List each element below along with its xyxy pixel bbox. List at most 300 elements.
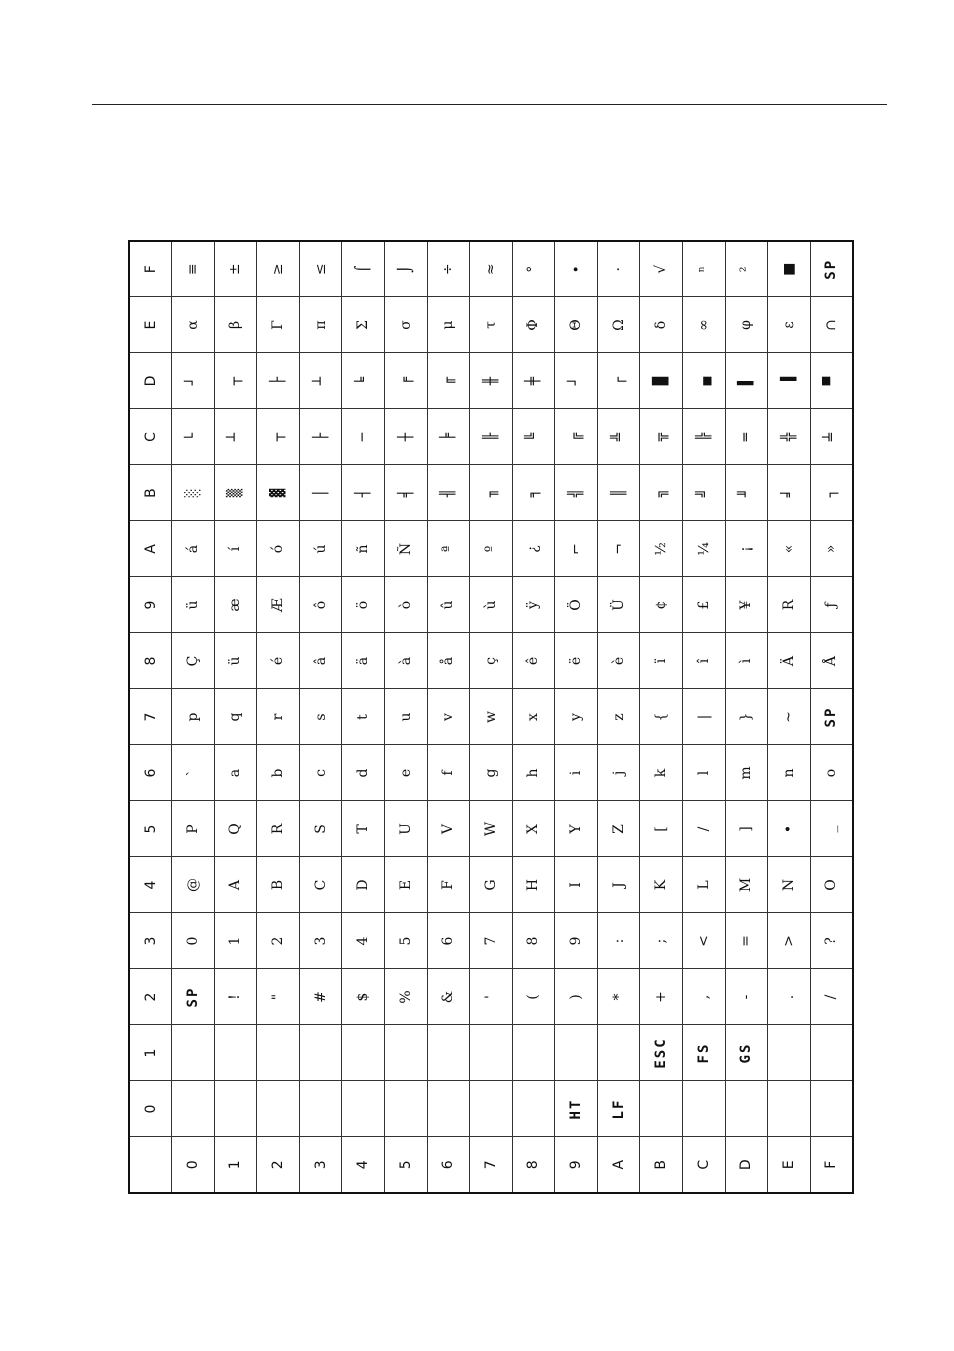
char-cell: ¢: [640, 577, 683, 633]
char-cell: ╦: [640, 409, 683, 465]
char-cell: ≤: [299, 241, 342, 297]
char-cell: /: [683, 801, 726, 857]
char-cell: ╚: [512, 409, 555, 465]
char-cell: &: [427, 969, 470, 1025]
char-cell: w: [470, 689, 513, 745]
char-cell: l: [683, 745, 726, 801]
char-cell: ╕: [512, 465, 555, 521]
char-cell: e: [384, 745, 427, 801]
row-header: 6: [427, 1137, 470, 1193]
char-cell: P: [172, 801, 215, 857]
char-cell: ò: [384, 577, 427, 633]
char-cell: [257, 1081, 300, 1137]
char-cell: ╞: [427, 409, 470, 465]
char-cell: •: [768, 801, 811, 857]
char-cell: Φ: [512, 297, 555, 353]
char-cell: X: [512, 801, 555, 857]
char-cell: █: [640, 353, 683, 409]
char-cell: ÷: [427, 241, 470, 297]
char-cell: ┌: [597, 353, 640, 409]
row-header: B: [640, 1137, 683, 1193]
char-cell: t: [342, 689, 385, 745]
char-cell: ┘: [555, 353, 598, 409]
char-cell: Ω: [597, 297, 640, 353]
column-header: 1: [129, 1025, 172, 1081]
char-cell: [768, 1081, 811, 1137]
char-cell: 3: [299, 913, 342, 969]
char-cell: 8: [512, 913, 555, 969]
char-cell: |: [683, 689, 726, 745]
char-cell: ░: [172, 465, 215, 521]
char-cell: !: [214, 969, 257, 1025]
char-cell: Ü: [597, 577, 640, 633]
char-cell: ó: [257, 521, 300, 577]
char-cell: SP: [810, 689, 853, 745]
char-cell: Q: [214, 801, 257, 857]
char-cell: [172, 1025, 215, 1081]
char-cell: è: [597, 633, 640, 689]
char-cell: I: [555, 857, 598, 913]
char-cell: ■: [768, 241, 811, 297]
column-header: 2: [129, 969, 172, 1025]
char-cell: N: [768, 857, 811, 913]
char-cell: GS: [725, 1025, 768, 1081]
char-cell: å: [427, 633, 470, 689]
char-cell: m: [725, 745, 768, 801]
char-cell: ─: [342, 409, 385, 465]
char-cell: ╢: [427, 465, 470, 521]
char-cell: ç: [470, 633, 513, 689]
char-cell: f: [427, 745, 470, 801]
char-cell: [384, 1025, 427, 1081]
char-cell: n: [768, 745, 811, 801]
char-cell: [470, 1025, 513, 1081]
char-cell: ▄: [683, 353, 726, 409]
char-cell: c: [299, 745, 342, 801]
char-cell: V: [427, 801, 470, 857]
char-cell: .: [768, 969, 811, 1025]
char-cell: ): [555, 969, 598, 1025]
char-cell: ┼: [384, 409, 427, 465]
char-cell: º: [470, 521, 513, 577]
column-header: A: [129, 521, 172, 577]
char-cell: [512, 1025, 555, 1081]
column-header: 4: [129, 857, 172, 913]
char-cell: ╩: [597, 409, 640, 465]
char-cell: ½: [640, 521, 683, 577]
char-cell: =: [725, 913, 768, 969]
char-cell: [427, 1025, 470, 1081]
char-cell: 7: [470, 913, 513, 969]
char-cell: [384, 1081, 427, 1137]
char-cell: F: [427, 857, 470, 913]
char-cell: ⌐: [555, 521, 598, 577]
char-cell: à: [384, 633, 427, 689]
char-cell: ╗: [640, 465, 683, 521]
char-cell: ε: [768, 297, 811, 353]
char-cell: [172, 1081, 215, 1137]
char-cell: R: [768, 577, 811, 633]
char-cell: ╘: [342, 353, 385, 409]
char-cell: Ö: [555, 577, 598, 633]
character-code-table-wrapper: [128, 242, 852, 1194]
row-header: 0: [172, 1137, 215, 1193]
char-cell: ╛: [768, 465, 811, 521]
char-cell: }: [725, 689, 768, 745]
char-cell: ┘: [172, 353, 215, 409]
row-header: 2: [257, 1137, 300, 1193]
char-cell: ¼: [683, 521, 726, 577]
char-cell: ╟: [470, 409, 513, 465]
row-header: C: [683, 1137, 726, 1193]
column-header: 5: [129, 801, 172, 857]
char-cell: Σ: [342, 297, 385, 353]
char-cell: ": [257, 969, 300, 1025]
char-cell: [597, 1025, 640, 1081]
char-cell: 0: [172, 913, 215, 969]
row-header: 9: [555, 1137, 598, 1193]
char-cell: β: [214, 297, 257, 353]
char-cell: [725, 1081, 768, 1137]
table-row: [640, 241, 683, 1193]
char-cell: h: [512, 745, 555, 801]
char-cell: «: [768, 521, 811, 577]
char-cell: ⁿ: [683, 241, 726, 297]
char-cell: ╬: [768, 409, 811, 465]
char-cell: A: [214, 857, 257, 913]
column-header: E: [129, 297, 172, 353]
char-cell: i: [555, 745, 598, 801]
row-header: 8: [512, 1137, 555, 1193]
char-cell: é: [257, 633, 300, 689]
char-cell: ╫: [470, 353, 513, 409]
char-cell: [: [640, 801, 683, 857]
char-cell: æ: [214, 577, 257, 633]
char-cell: `: [172, 745, 215, 801]
char-cell: °: [512, 241, 555, 297]
char-cell: τ: [470, 297, 513, 353]
char-cell: [810, 1081, 853, 1137]
char-cell: Θ: [555, 297, 598, 353]
char-cell: [299, 1081, 342, 1137]
char-cell: FS: [683, 1025, 726, 1081]
row-header: E: [768, 1137, 811, 1193]
char-cell: ┬: [214, 353, 257, 409]
char-cell: └: [172, 409, 215, 465]
char-cell: r: [257, 689, 300, 745]
char-cell: <: [683, 913, 726, 969]
column-header: 8: [129, 633, 172, 689]
char-cell: ▓: [257, 465, 300, 521]
table-row: [342, 241, 385, 1193]
char-cell: ü: [214, 633, 257, 689]
char-cell: 9: [555, 913, 598, 969]
char-cell: %: [384, 969, 427, 1025]
char-cell: {: [640, 689, 683, 745]
char-cell: √: [640, 241, 683, 297]
column-header: 9: [129, 577, 172, 633]
char-cell: G: [470, 857, 513, 913]
char-cell: d: [342, 745, 385, 801]
char-cell: â: [299, 633, 342, 689]
char-cell: ║: [597, 465, 640, 521]
char-cell: ┴: [214, 409, 257, 465]
char-cell: ²: [725, 241, 768, 297]
char-cell: j: [597, 745, 640, 801]
char-cell: ┴: [299, 353, 342, 409]
char-cell: ô: [299, 577, 342, 633]
char-cell: ∞: [683, 297, 726, 353]
char-cell: -: [725, 969, 768, 1025]
char-cell: s: [299, 689, 342, 745]
char-cell: ≡: [172, 241, 215, 297]
char-cell: W: [470, 801, 513, 857]
char-cell: [427, 1081, 470, 1137]
char-cell: ╜: [725, 465, 768, 521]
char-cell: ¿: [512, 521, 555, 577]
char-cell: q: [214, 689, 257, 745]
char-cell: y: [555, 689, 598, 745]
char-cell: ≈: [470, 241, 513, 297]
char-cell: b: [257, 745, 300, 801]
char-cell: ü: [172, 577, 215, 633]
char-cell: H: [512, 857, 555, 913]
char-cell: í: [214, 521, 257, 577]
row-header: 3: [299, 1137, 342, 1193]
char-cell: SP: [810, 241, 853, 297]
column-header: 0: [129, 1081, 172, 1137]
char-cell: C: [299, 857, 342, 913]
char-cell: ▌: [725, 353, 768, 409]
char-cell: ╠: [683, 409, 726, 465]
char-cell: ~: [768, 689, 811, 745]
table-row: [555, 241, 598, 1193]
char-cell: ì: [725, 633, 768, 689]
char-cell: M: [725, 857, 768, 913]
char-cell: ├: [299, 409, 342, 465]
char-cell: ╓: [427, 353, 470, 409]
char-cell: x: [512, 689, 555, 745]
char-cell: HT: [555, 1081, 598, 1137]
char-cell: E: [384, 857, 427, 913]
row-header: 4: [342, 1137, 385, 1193]
char-cell: ;: [640, 913, 683, 969]
table-row: [683, 241, 726, 1193]
table-row: [172, 241, 215, 1193]
table-row: [597, 241, 640, 1193]
table-row: [427, 241, 470, 1193]
char-cell: ESC: [640, 1025, 683, 1081]
char-cell: S: [299, 801, 342, 857]
char-cell: ?: [810, 913, 853, 969]
char-cell: >: [768, 913, 811, 969]
char-cell: ±: [214, 241, 257, 297]
char-cell: ╖: [470, 465, 513, 521]
char-cell: Y: [555, 801, 598, 857]
char-cell: ÿ: [512, 577, 555, 633]
char-cell: 1: [214, 913, 257, 969]
char-cell: ┐: [810, 465, 853, 521]
char-cell: O: [810, 857, 853, 913]
char-cell: ╒: [384, 353, 427, 409]
header-row: [129, 241, 172, 1193]
char-cell: SP: [172, 969, 215, 1025]
char-cell: ¥: [725, 577, 768, 633]
char-cell: φ: [725, 297, 768, 353]
char-cell: ù: [470, 577, 513, 633]
char-cell: ∩: [810, 297, 853, 353]
char-cell: ▐: [768, 353, 811, 409]
char-cell: T: [342, 801, 385, 857]
char-cell: [683, 1081, 726, 1137]
char-cell: z: [597, 689, 640, 745]
char-cell: $: [342, 969, 385, 1025]
char-cell: L: [683, 857, 726, 913]
char-cell: ]: [725, 801, 768, 857]
char-cell: ·: [597, 241, 640, 297]
char-cell: ╡: [384, 465, 427, 521]
row-header: 5: [384, 1137, 427, 1193]
row-header: 7: [470, 1137, 513, 1193]
char-cell: ╣: [555, 465, 598, 521]
char-cell: *: [597, 969, 640, 1025]
table-row: [725, 241, 768, 1193]
char-cell: R: [257, 801, 300, 857]
char-cell: ⌠: [342, 241, 385, 297]
column-header: 7: [129, 689, 172, 745]
char-cell: ë: [555, 633, 598, 689]
char-cell: [768, 1025, 811, 1081]
row-header: A: [597, 1137, 640, 1193]
char-cell: ¡: [725, 521, 768, 577]
char-cell: a: [214, 745, 257, 801]
char-cell: 4: [342, 913, 385, 969]
column-header: B: [129, 465, 172, 521]
char-cell: ⌡: [384, 241, 427, 297]
char-cell: D: [342, 857, 385, 913]
char-cell: Å: [810, 633, 853, 689]
char-cell: ╝: [683, 465, 726, 521]
char-cell: £: [683, 577, 726, 633]
column-header: C: [129, 409, 172, 465]
char-cell: 2: [257, 913, 300, 969]
column-header: 3: [129, 913, 172, 969]
char-cell: (: [512, 969, 555, 1025]
table-row: [768, 241, 811, 1193]
char-cell: o: [810, 745, 853, 801]
row-header: 1: [214, 1137, 257, 1193]
table-row: [384, 241, 427, 1193]
char-cell: k: [640, 745, 683, 801]
char-cell: δ: [640, 297, 683, 353]
table-row: [257, 241, 300, 1193]
char-cell: ƒ: [810, 577, 853, 633]
char-cell: á: [172, 521, 215, 577]
char-cell: û: [427, 577, 470, 633]
table-row: [512, 241, 555, 1193]
column-header: F: [129, 241, 172, 297]
char-cell: g: [470, 745, 513, 801]
table-row: [214, 241, 257, 1193]
char-cell: u: [384, 689, 427, 745]
char-cell: Ä: [768, 633, 811, 689]
table-row: [470, 241, 513, 1193]
corner-cell: [129, 1137, 172, 1193]
char-cell: Z: [597, 801, 640, 857]
char-cell: [342, 1081, 385, 1137]
char-cell: [257, 1025, 300, 1081]
row-header: D: [725, 1137, 768, 1193]
char-cell: ▀: [810, 353, 853, 409]
char-cell: [810, 1025, 853, 1081]
char-cell: 5: [384, 913, 427, 969]
char-cell: ': [470, 969, 513, 1025]
char-cell: ª: [427, 521, 470, 577]
char-cell: _: [810, 801, 853, 857]
char-cell: μ: [427, 297, 470, 353]
char-cell: Æ: [257, 577, 300, 633]
char-cell: LF: [597, 1081, 640, 1137]
char-cell: ö: [342, 577, 385, 633]
character-code-table: [128, 240, 854, 1194]
char-cell: α: [172, 297, 215, 353]
char-cell: ≥: [257, 241, 300, 297]
char-cell: ú: [299, 521, 342, 577]
char-cell: ═: [725, 409, 768, 465]
char-cell: ╔: [555, 409, 598, 465]
char-cell: ┬: [257, 409, 300, 465]
char-cell: v: [427, 689, 470, 745]
char-cell: [299, 1025, 342, 1081]
char-cell: ¬: [597, 521, 640, 577]
char-cell: [555, 1025, 598, 1081]
char-cell: B: [257, 857, 300, 913]
char-cell: ê: [512, 633, 555, 689]
char-cell: ▒: [214, 465, 257, 521]
char-cell: @: [172, 857, 215, 913]
char-cell: Ñ: [384, 521, 427, 577]
char-cell: /: [810, 969, 853, 1025]
char-cell: ╪: [512, 353, 555, 409]
char-cell: 6: [427, 913, 470, 969]
char-cell: J: [597, 857, 640, 913]
char-cell: σ: [384, 297, 427, 353]
char-cell: »: [810, 521, 853, 577]
char-cell: [214, 1081, 257, 1137]
char-cell: Ç: [172, 633, 215, 689]
char-cell: [512, 1081, 555, 1137]
row-header: F: [810, 1137, 853, 1193]
char-cell: [342, 1025, 385, 1081]
char-cell: Γ: [257, 297, 300, 353]
char-cell: p: [172, 689, 215, 745]
char-cell: │: [299, 465, 342, 521]
column-header: D: [129, 353, 172, 409]
char-cell: ┤: [342, 465, 385, 521]
char-cell: ∙: [555, 241, 598, 297]
char-cell: ï: [640, 633, 683, 689]
char-cell: î: [683, 633, 726, 689]
table-row: [810, 241, 853, 1193]
char-cell: ├: [257, 353, 300, 409]
char-cell: ╧: [810, 409, 853, 465]
char-cell: π: [299, 297, 342, 353]
char-cell: ä: [342, 633, 385, 689]
char-cell: :: [597, 913, 640, 969]
char-cell: +: [640, 969, 683, 1025]
char-cell: K: [640, 857, 683, 913]
char-cell: ,: [683, 969, 726, 1025]
